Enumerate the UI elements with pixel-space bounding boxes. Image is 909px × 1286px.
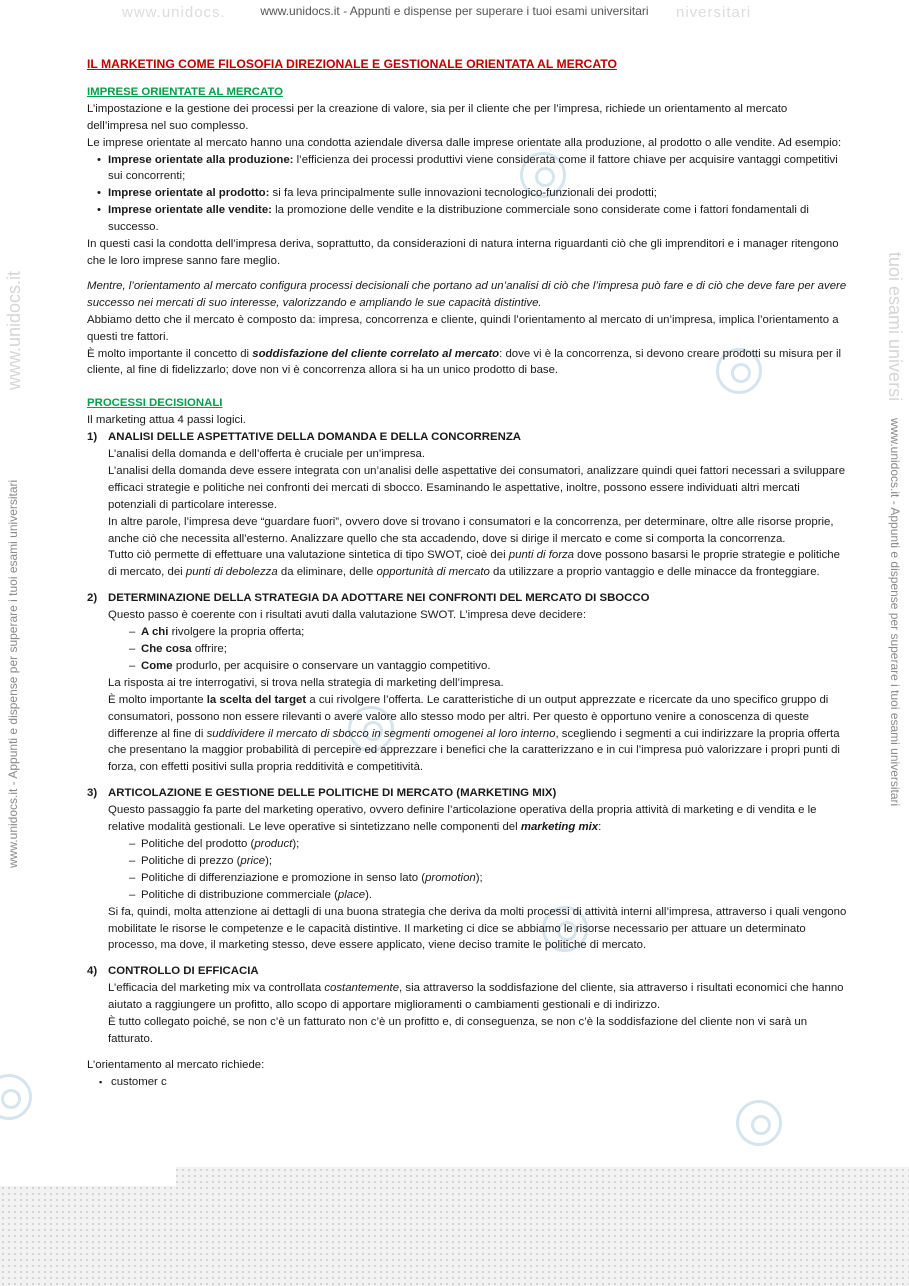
step-title: ARTICOLAZIONE E GESTIONE DELLE POLITICHE DI MERCATO (MARKETING MIX) — [108, 787, 557, 800]
paragraph: In altre parole, l’impresa deve “guardare fuori”, ovvero dove si trovano i consumatori e la concorrenza, per determinare, oltre alle risorse proprie, anche ciò che necessita all’esterno. Analizzare quello che sta accadendo, dove si dirige il mercato e come si comporta la concorrenza. — [108, 515, 834, 545]
document-body — [87, 56, 849, 1091]
paragraph: L’impostazione e la gestione dei processi per la creazione di valore, sia per il cliente che per l’impresa, richiede un orientamento al mercato dell’impresa nel suo complesso. — [87, 102, 788, 132]
step-title: DETERMINAZIONE DELLA STRATEGIA DA ADOTTARE NEI CONFRONTI DEL MERCATO DI SBOCCO — [108, 592, 650, 605]
bullet-list — [87, 152, 849, 237]
list-item: • Imprese orientate alle vendite: la promozione delle vendite e la distribuzione commerciale sono considerate come i fattori fondamentali di successo. — [108, 202, 849, 236]
list-item: – Come produrlo, per acquisire o conservare un vantaggio competitivo. — [141, 658, 849, 675]
list-item: – Politiche del prodotto (product); — [141, 836, 849, 853]
paragraph: Abbiamo detto che il mercato è composto da: impresa, concorrenza e cliente, quindi l’orientamento al mercato di un’impresa, implica l’orientamento a questi tre fattori. — [87, 313, 839, 343]
step-1 — [87, 429, 849, 581]
paragraph: Questo passaggio fa parte del marketing operativo, ovvero definire l’articolazione operativa della propria attività di marketing e di vendita e le relative modalità gestionali. Le leve operative si sintetizzano nelle componenti del marketing mix: — [108, 804, 817, 834]
paragraph-italic: Mentre, l’orientamento al mercato configura processi decisionali che portano ad un’analisi di ciò che l’impresa può fare e di ciò che deve fare per avere successo nei mercati di suo interesse, valorizzando e ampliando le sue capacità distintive. — [87, 279, 847, 309]
paragraph: È molto importante la scelta del target a cui rivolgere l’offerta. Le caratteristiche di un output apprezzate e ricercate da uno specifico gruppo di consumatori, possono non essere rilevanti o avere valore allo stesso modo per altri. Per questo è opportuno venire a conoscenza di queste differenze al fine di suddividere il mercato di sbocco in segmenti omogenei al loro interno, scegliendo i segmenti a cui indirizzare la propria offerta che presentano la maggior probabilità di percepire ed apprezzare i benefici che la caratterizzano e in cui l’impresa può valorizzare i propri punti di forza, con effetti positivi sulla propria redditività e competitività. — [108, 693, 840, 774]
section-heading-imprese: IMPRESE ORIENTATE AL MERCATO — [87, 85, 283, 98]
list-item: – Politiche di prezzo (price); — [141, 853, 849, 870]
header-watermark-ghost-left: www.unidocs. — [122, 4, 226, 21]
obscured-area-gap — [0, 1167, 176, 1186]
list-item: • Imprese orientate al prodotto: si fa leva principalmente sulle innovazioni tecnologico-funzionali dei prodotti; — [108, 185, 849, 202]
paragraph: In questi casi la condotta dell’impresa deriva, soprattutto, da considerazioni di natura interna riguardanti ciò che gli imprenditori e i manager ritengono che le loro imprese sanno fare meglio. — [87, 238, 839, 267]
step-2 — [87, 590, 849, 776]
page-header-watermark: www.unidocs.it - Appunti e dispense per superare i tuoi esami universitari — [260, 4, 649, 18]
paragraph: L’analisi della domanda deve essere integrata con un’analisi delle aspettative dei consumatori, analizzare quindi quei fattori necessari a sviluppare efficaci strategie e politiche nei confronti dei mercati di sbocco. Esaminando le aspettative, inoltre, possono essere individuati altri mercati potenziali di particolare interesse. — [108, 464, 846, 511]
paragraph: L’analisi della domanda e dell’offerta è cruciale per un’impresa. — [108, 448, 426, 461]
step-number: 1) — [87, 431, 98, 444]
paragraph: Il marketing attua 4 passi logici. — [87, 414, 246, 427]
step-3 — [87, 785, 849, 954]
list-item: ▪ customer c — [99, 1074, 849, 1091]
list-item: – A chi rivolgere la propria offerta; — [141, 624, 849, 641]
paragraph: È molto importante il concetto di soddisfazione del cliente correlato al mercato: dove vi è la concorrenza, si devono creare prodotti su misura per il cliente, al fine di fidelizzarlo; dove non vi è concorrenza allora si ha un unico prodotto di base. — [87, 347, 842, 377]
list-item: • Imprese orientate alla produzione: l’efficienza dei processi produttivi viene considerata come il fattore chiave per acquisire vantaggi competitivi sui concorrenti; — [108, 152, 849, 186]
paragraph: Si fa, quindi, molta attenzione ai dettagli di una buona strategia che deriva da molti processi di attività interni all’impresa, attraverso i quali vengono mobilitate le risorse le competenze e le capacità distintive. Il marketing ci dice se abbiamo le risorse necessario per attuare un determinato processo, ma dove, il marketing stesso, deve essere applicato, viene deciso tramite le politiche di mercato. — [108, 905, 847, 952]
step-4 — [87, 963, 849, 1048]
watermark-logo-icon — [736, 1100, 782, 1146]
step-title: CONTROLLO DI EFFICACIA — [108, 965, 259, 978]
paragraph: Tutto ciò permette di effettuare una valutazione sintetica di tipo SWOT, cioè dei punti di forza dove possono basarsi le proprie strategie e politiche di mercato, dei punti di debolezza da eliminare, delle opportunità di mercato da utilizzare a proprio vantaggio e delle minacce da fronteggiare. — [108, 549, 840, 579]
watermark-logo-icon — [0, 1074, 32, 1120]
list-item: – Che cosa offrire; — [141, 641, 849, 658]
dash-list — [108, 624, 849, 675]
section-heading-processi: PROCESSI DECISIONALI — [87, 397, 223, 410]
side-ghost-right: tuoi esami universi — [885, 252, 905, 402]
paragraph: L’efficacia del marketing mix va controllata costantemente, sia attraverso la soddisfazione del cliente, sia attraverso i risultati economici che hanno aiutato a raggiungere un profitto, allo scopo di apportare miglioramenti o cambiamenti gestionali e di indirizzo. — [108, 982, 844, 1012]
step-number: 3) — [87, 787, 98, 800]
list-item: – Politiche di distribuzione commerciale (place). — [141, 887, 849, 904]
paragraph: Questo passo è coerente con i risultati avuti dalla valutazione SWOT. L’impresa deve decidere: — [108, 609, 587, 622]
side-watermark-right: www.unidocs.it - Appunti e dispense per superare i tuoi esami universitari — [888, 418, 902, 807]
paragraph: È tutto collegato poiché, se non c’è un fatturato non c’è un profitto e, di conseguenza, se non c’è la soddisfazione del cliente non vi sarà un fatturato. — [108, 1016, 808, 1045]
header-watermark-ghost-right: niversitari — [676, 4, 752, 21]
step-number: 4) — [87, 965, 98, 978]
paragraph: Le imprese orientate al mercato hanno una condotta aziendale diversa dalle imprese orientate alla produzione, al prodotto o alle vendite. Ad esempio: — [87, 136, 842, 149]
step-number: 2) — [87, 592, 98, 605]
paragraph: La risposta ai tre interrogativi, si trova nella strategia di marketing dell’impresa. — [108, 676, 504, 689]
dash-list — [108, 836, 849, 904]
list-item: – Politiche di differenziazione e promozione in senso lato (promotion); — [141, 870, 849, 887]
side-watermark-left: www.unidocs.it - Appunti e dispense per superare i tuoi esami universitari — [6, 479, 20, 868]
step-title: ANALISI DELLE ASPETTATIVE DELLA DOMANDA E DELLA CONCORRENZA — [108, 431, 522, 444]
side-ghost-left: www.unidocs.it — [4, 270, 24, 390]
paragraph: L’orientamento al mercato richiede: — [87, 1058, 265, 1071]
document-title: IL MARKETING COME FILOSOFIA DIREZIONALE E GESTIONALE ORIENTATA AL MERCATO — [87, 57, 617, 71]
